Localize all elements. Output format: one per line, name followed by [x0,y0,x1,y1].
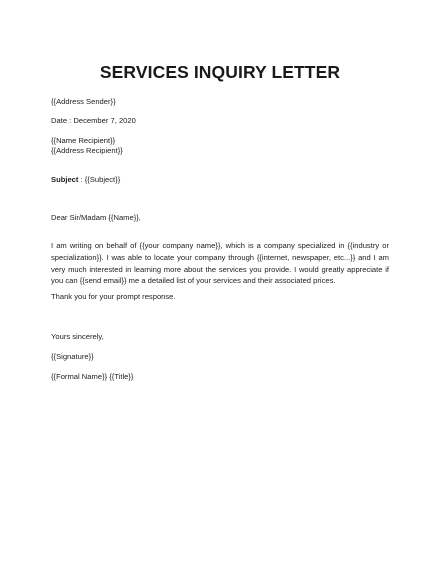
subject-line [51,174,120,185]
page-title: SERVICES INQUIRY LETTER [99,62,341,82]
thanks-line: Thank you for your prompt response. [51,292,176,301]
closing: Yours sincerely, [51,332,104,341]
body-paragraph: I am writing on behalf of {{your company name}}, which is a company specialized in {{industry or specialization}}. I was able to locate your company through {{internet, newspaper, etc...}} and I am very much interested in learning more about the services you provide. I would greatly appreciate if you can {{send email}} me a detailed list of your services and their associated prices. [51,241,389,286]
formal-name: {{Formal Name}} {{Title}} [51,372,134,381]
letter-date: Date : December 7, 2020 [51,116,136,125]
signature: {{Signature}} [51,352,94,361]
name-recipient: {{Name Recipient}} [51,136,116,145]
subject-value: : {{Subject}} [78,175,121,184]
address-recipient: {{Address Recipient}} [51,146,123,155]
subject-label: Subject [51,175,79,184]
address-sender: {{Address Sender}} [51,97,116,106]
salutation: Dear Sir/Madam {{Name}}, [51,213,141,222]
